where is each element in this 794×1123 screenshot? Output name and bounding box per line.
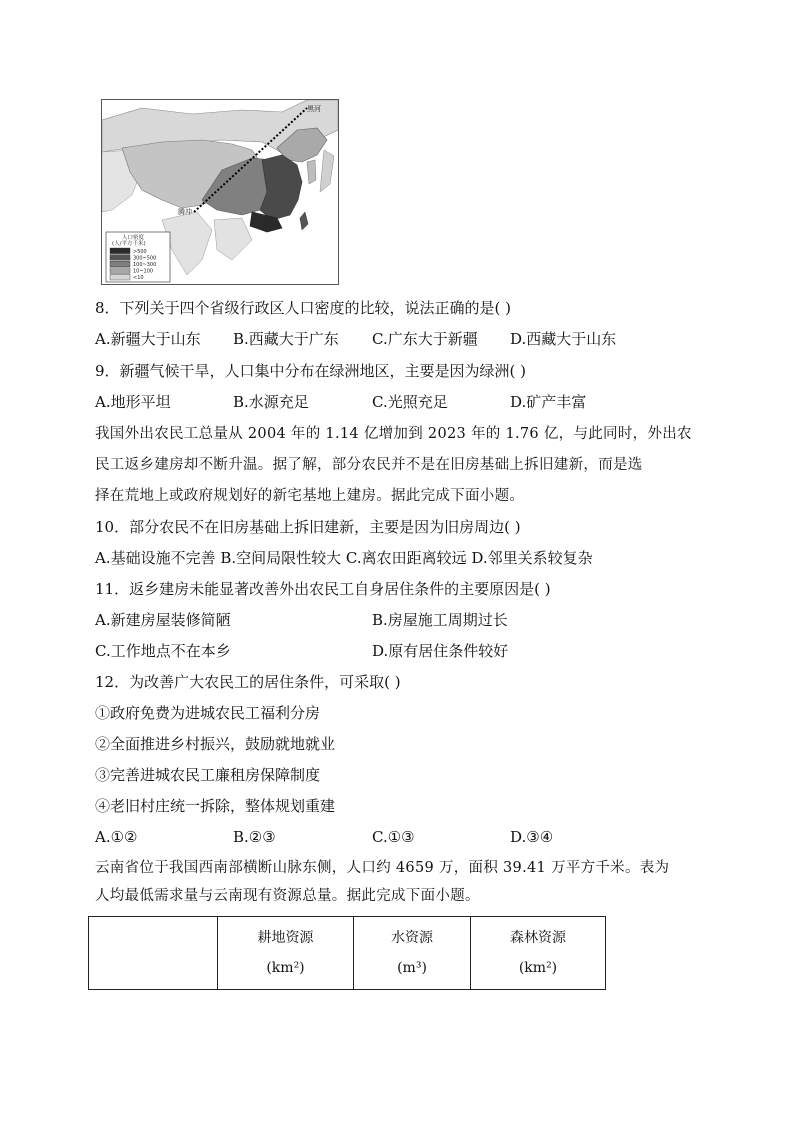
legend-unit: (人/平方千米)	[112, 241, 146, 247]
passage1-line-3: 择在荒地上或政府规划好的新宅基地上建房。据此完成下面小题。	[95, 488, 525, 504]
map-graphic	[102, 100, 338, 284]
q11-option-c: C.工作地点不在本乡	[95, 642, 231, 660]
q8-option-c: C.广东大于新疆	[372, 330, 478, 348]
legend-swatch	[110, 255, 130, 261]
legend-swatch	[110, 274, 130, 280]
q11-stem: 11．返乡建房未能显著改善外出农民工自身居住条件的主要原因是( )	[95, 580, 551, 598]
table-header-row	[89, 917, 606, 990]
q10-options: A.基础设施不完善 B.空间局限性较大 C.离农田距离较远 D.邻里关系较复杂	[95, 549, 593, 567]
passage1-line-1: 我国外出农民工总量从 2004 年的 1.14 亿增加到 2023 年的 1.76 亿，与此同时，外出农	[95, 426, 692, 442]
label-tengchong: 腾冲	[178, 208, 192, 216]
q8-stem: 8．下列关于四个省级行政区人口密度的比较，说法正确的是( )	[95, 299, 512, 317]
table-header-farmland: 耕地资源 (km²)	[218, 917, 354, 990]
q9-option-d: D.矿产丰富	[510, 393, 587, 411]
q12-item-4: ④老旧村庄统一拆除，整体规划重建	[95, 797, 336, 815]
legend-label: >500	[133, 248, 147, 255]
q12-item-1: ①政府免费为进城农民工福利分房	[95, 704, 321, 722]
q9-option-a: A.地形平坦	[95, 393, 171, 411]
q11-option-a: A.新建房屋装修简陋	[95, 611, 231, 629]
legend-title: 人口密度	[122, 235, 145, 241]
q8-option-b: B.西藏大于广东	[233, 330, 339, 348]
q12-option-c: C.①③	[372, 828, 415, 846]
resource-table	[88, 916, 606, 990]
q11-option-b: B.房屋施工周期过长	[372, 611, 508, 629]
legend-label: 300~500	[133, 255, 157, 262]
q12-item-2: ②全面推进乡村振兴，鼓励就地就业	[95, 735, 336, 753]
q8-option-a: A.新疆大于山东	[95, 330, 201, 348]
q11-option-d: D.原有居住条件较好	[372, 642, 509, 660]
table-header-empty	[89, 917, 218, 990]
q9-stem: 9．新疆气候干旱，人口集中分布在绿洲地区，主要是因为绿洲( )	[95, 362, 527, 380]
q12-option-a: A.①②	[95, 828, 138, 846]
legend-label: 10~100	[133, 268, 154, 275]
q8-option-d: D.西藏大于山东	[510, 330, 617, 348]
legend-label: <10	[133, 275, 144, 282]
legend-swatch	[110, 268, 130, 274]
q10-stem: 10．部分农民不在旧房基础上拆旧建新，主要是因为旧房周边( )	[95, 518, 521, 536]
table-header-water: 水资源 (m³)	[354, 917, 471, 990]
legend-swatch	[110, 261, 130, 267]
q12-option-d: D.③④	[510, 828, 554, 846]
legend-swatch	[110, 248, 130, 254]
legend-label: 100~300	[133, 262, 157, 268]
q9-option-c: C.光照充足	[372, 393, 448, 411]
passage2-line-2: 人均最低需求量与云南现有资源总量。据此完成下面小题。	[95, 888, 480, 904]
table-header-forest: 森林资源 (km²)	[471, 917, 606, 990]
q12-option-b: B.②③	[233, 828, 276, 846]
q12-stem: 12．为改善广大农民工的居住条件，可采取( )	[95, 673, 401, 691]
q12-item-3: ③完善进城农民工廉租房保障制度	[95, 766, 321, 784]
q9-option-b: B.水源充足	[233, 393, 309, 411]
population-density-map	[101, 99, 339, 285]
label-heihe: 黑河	[307, 105, 321, 113]
passage1-line-2: 民工返乡建房却不断升温。据了解，部分农民并不是在旧房基础上拆旧建新，而是选	[95, 457, 643, 473]
passage2-line-1: 云南省位于我国西南部横断山脉东侧，人口约 4659 万，面积 39.41 万平方千米。表为	[95, 860, 670, 876]
